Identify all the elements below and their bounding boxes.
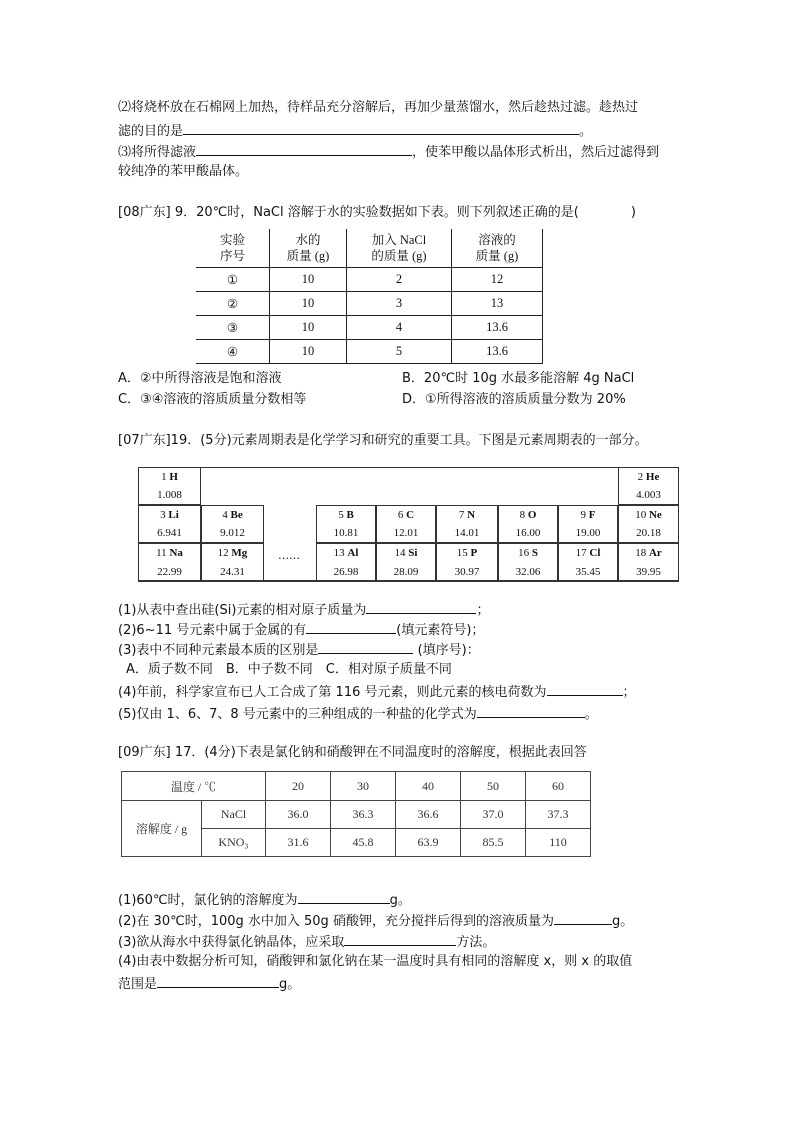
table-cell: ② [196,292,270,316]
table-cell: 36.6 [396,801,461,829]
table-header-row [122,772,591,801]
table-cell: 12 [452,268,543,292]
element-cell-b: 5 B 10.81 [316,505,376,543]
header-cell: 水的 质量 (g) [270,229,347,268]
q19-stem: [07广东]19．(5分)元素周期表是化学学习和研究的重要工具。下图是元素周期表的一部分。 [118,433,648,448]
table-cell: 63.9 [396,829,461,857]
q19-sub3: (3)表中不同种元素最本质的区别是 (填序号)： [118,640,480,660]
table-cell: 4 [347,316,452,340]
q9-stem: [08广东] 9．20℃时，NaCl 溶解于水的实验数据如下表。则下列叙述正确的是( ) [118,205,636,220]
table-cell: 36.0 [266,801,331,829]
q9-option-c: C．③④溶液的溶质质量分数相等 [118,392,307,407]
q17-sub4-line2: 范围是 g。 [118,974,300,994]
table-cell: 37.0 [461,801,526,829]
table-cell: 13.6 [452,340,543,364]
element-cell-na: 11 Na 22.99 [138,543,201,582]
table-cell: 10 [270,292,347,316]
header-cell: 60 [526,772,591,801]
answer-blank[interactable] [344,932,456,946]
answer-blank[interactable] [318,640,413,654]
answer-blank[interactable] [366,600,476,614]
table-row [122,801,591,829]
table-row [196,268,543,292]
solubility-label: 溶解度 / g [122,801,202,857]
table-cell: 13.6 [452,316,543,340]
table-cell: 10 [270,316,347,340]
table-cell: ① [196,268,270,292]
table-row [196,316,543,340]
answer-blank[interactable] [477,704,585,718]
q9-option-b: B．20℃时 10g 水最多能溶解 4g NaCl [402,371,635,386]
element-cell-c: 6 C 12.01 [376,505,436,543]
table-cell: 37.3 [526,801,591,829]
q17-stem: [09广东] 17．(4分)下表是氯化钠和硝酸钾在不同温度时的溶解度，根据此表回答 [118,745,587,760]
solubility-table [121,771,591,857]
table-border [138,467,679,468]
element-cell-s: 16 S 32.06 [498,543,558,582]
element-cell-be: 4 Be 9.012 [201,505,264,543]
table-header-row [196,229,543,268]
q17-sub3: (3)欲从海水中获得氯化钠晶体，应采取 方法。 [118,932,495,952]
answer-blank[interactable] [306,620,396,634]
table-cell: 13 [452,292,543,316]
element-cell-f: 9 F 19.00 [558,505,618,543]
table-cell: ④ [196,340,270,364]
ellipsis: …… [278,549,300,562]
answer-blank[interactable] [554,911,612,925]
element-cell-p: 15 P 30.97 [436,543,498,582]
header-cell: 溶液的 质量 (g) [452,229,543,268]
element-cell-li: 3 Li 6.941 [138,505,201,543]
table-row [196,340,543,364]
q19-sub5: (5)仅由 1、6、7、8 号元素中的三种组成的一种盐的化学式为 。 [118,704,598,724]
table-cell: 36.3 [331,801,396,829]
q17-sub4-line1: (4)由表中数据分析可知，硝酸钾和氯化钠在某一温度时具有相同的溶解度 x，则 x 的取值 [118,954,633,969]
row-label: NaCl [202,801,266,829]
element-cell-al: 13 Al 26.98 [316,543,376,582]
table-cell: 31.6 [266,829,331,857]
table-cell: 45.8 [331,829,396,857]
row-label: KNO₃ [202,829,266,857]
q8-line1: ⑵将烧杯放在石棉网上加热，待样品充分溶解后，再加少量蒸馏水，然后趁热过滤。趁热过 [118,100,639,115]
table-row [196,292,543,316]
answer-blank[interactable] [298,890,390,904]
element-cell-ar: 18 Ar 39.95 [618,543,679,582]
q8-line3: ⑶将所得滤液 ，使苯甲酸以晶体形式析出，然后过滤得到 [118,142,659,162]
table-cell: 85.5 [461,829,526,857]
table-cell: 3 [347,292,452,316]
q19-sub4: (4)年前，科学家宣布已人工合成了第 116 号元素，则此元素的核电荷数为 ； [118,682,636,702]
table-cell: 2 [347,268,452,292]
q8-line4: 较纯净的苯甲酸晶体。 [118,164,249,179]
element-cell-n: 7 N 14.01 [436,505,498,543]
table-cell: ③ [196,316,270,340]
element-cell-cl: 17 Cl 35.45 [558,543,618,582]
periodic-table [138,467,679,582]
header-cell: 加入 NaCl 的质量 (g) [347,229,452,268]
header-cell: 20 [266,772,331,801]
q9-option-a: A．②中所得溶液是饱和溶液 [118,371,282,386]
header-cell: 50 [461,772,526,801]
table-cell: 5 [347,340,452,364]
element-cell-mg: 12 Mg 24.31 [201,543,264,582]
header-cell: 30 [331,772,396,801]
element-cell-o: 8 O 16.00 [498,505,558,543]
element-cell-h: 1 H 1.008 [138,467,201,505]
answer-blank[interactable] [157,974,279,988]
q17-sub1: (1)60℃时，氯化钠的溶解度为 g。 [118,890,411,910]
header-cell: 实验 序号 [196,229,270,268]
q19-sub1: (1)从表中查出硅(Si)元素的相对原子质量为 ； [118,600,489,620]
q9-option-d: D．①所得溶液的溶质质量分数为 20% [402,392,626,407]
table-cell: 10 [270,340,347,364]
element-cell-si: 14 Si 28.09 [376,543,436,582]
answer-blank[interactable] [547,682,623,696]
table-cell: 110 [526,829,591,857]
q17-sub2: (2)在 30℃时，100g 水中加入 50g 硝酸钾，充分搅拌后得到的溶液质量为 g。 [118,911,633,931]
element-cell-ne: 10 Ne 20.18 [618,505,679,543]
answer-blank[interactable] [196,142,412,156]
q19-sub2: (2)6~11 号元素中属于金属的有 (填元素符号)； [118,620,484,640]
table-cell: 10 [270,268,347,292]
q8-line2: 滤的目的是 。 [118,121,592,141]
answer-blank[interactable] [183,121,579,135]
element-cell-he: 2 He 4.003 [618,467,679,505]
q9-data-table [196,229,543,364]
temperature-label: 温度 / ℃ [122,772,266,801]
header-cell: 40 [396,772,461,801]
q19-sub3-options: A．质子数不同 B．中子数不同 C．相对原子质量不同 [126,662,452,677]
